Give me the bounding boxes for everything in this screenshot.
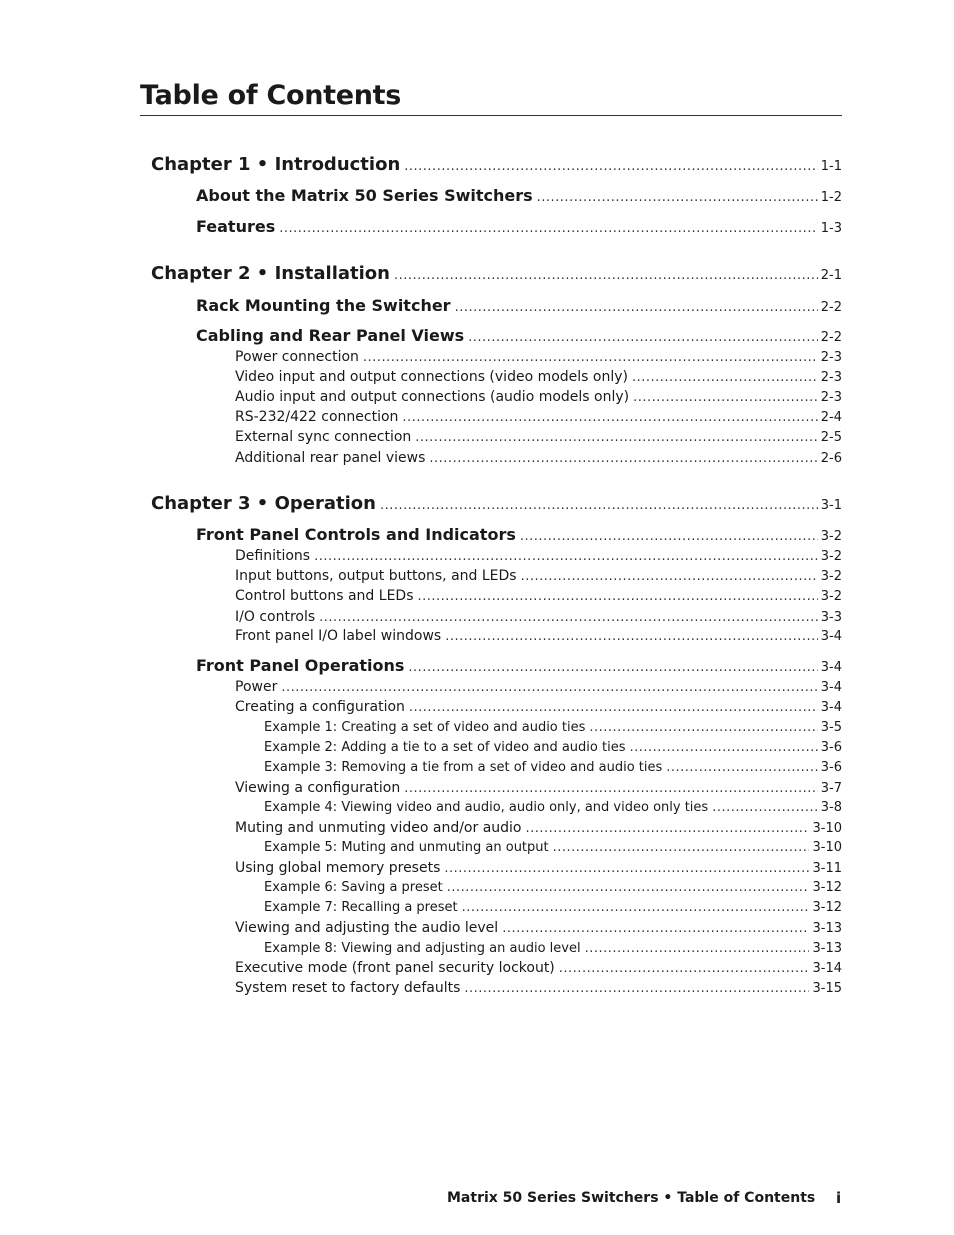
toc-entry-page: 2-3 <box>820 370 842 385</box>
toc-entry[interactable] <box>235 450 842 466</box>
toc-dot-leader <box>445 629 818 644</box>
toc-entry-label: Creating a configuration <box>235 699 405 715</box>
toc-entry-page: 3-10 <box>812 821 842 836</box>
toc-dot-leader <box>462 900 810 915</box>
toc-entry-page: 3-12 <box>812 900 842 915</box>
toc-entry[interactable] <box>235 920 842 936</box>
toc-dot-leader <box>444 861 809 876</box>
toc-dot-leader <box>455 300 818 315</box>
toc-entry-page: 3-14 <box>812 961 842 976</box>
toc-entry[interactable] <box>235 429 842 445</box>
toc-entry[interactable] <box>196 296 842 315</box>
toc-entry-label: Example 3: Removing a tie from a set of video and audio ties <box>264 760 663 775</box>
toc-entry-page: 3-4 <box>820 629 842 644</box>
toc-entry[interactable] <box>235 628 842 644</box>
toc-entry-label: Additional rear panel views <box>235 450 426 466</box>
toc-entry[interactable] <box>235 588 842 604</box>
toc-entry[interactable] <box>151 263 842 284</box>
toc-entry-page: 1-3 <box>820 221 842 236</box>
toc-entry-label: Using global memory presets <box>235 860 441 876</box>
toc-entry-page: 2-3 <box>820 390 842 405</box>
toc-entry[interactable] <box>264 720 842 735</box>
toc-entry[interactable] <box>151 154 842 175</box>
toc-entry-label: Rack Mounting the Switcher <box>196 296 451 315</box>
toc-entry-label: Input buttons, output buttons, and LEDs <box>235 568 517 584</box>
toc-dot-leader <box>520 529 818 544</box>
toc-dot-leader <box>314 549 818 564</box>
toc-entry-label: Example 1: Creating a set of video and audio ties <box>264 720 586 735</box>
toc-dot-leader <box>404 781 818 796</box>
toc-entry-label: External sync connection <box>235 429 412 445</box>
toc-entry-page: 3-13 <box>812 921 842 936</box>
toc-entry-label: Chapter 2 • Installation <box>151 263 390 284</box>
toc-dot-leader <box>279 221 818 236</box>
toc-entry-page: 3-2 <box>820 589 842 604</box>
toc-entry[interactable] <box>196 217 842 236</box>
toc-entry[interactable] <box>235 860 842 876</box>
toc-entry-page: 2-2 <box>820 330 842 345</box>
toc-entry-label: Example 5: Muting and unmuting an output <box>264 840 549 855</box>
toc-entry-label: Features <box>196 217 276 236</box>
toc-dot-leader <box>553 840 810 855</box>
toc-entry-label: Example 8: Viewing and adjusting an audio level <box>264 941 581 956</box>
toc-entry[interactable] <box>264 740 842 755</box>
toc-dot-leader <box>712 800 818 815</box>
toc-dot-leader <box>559 961 810 976</box>
toc-entry-page: 3-2 <box>820 529 842 544</box>
toc-dot-leader <box>408 660 817 675</box>
toc-entry[interactable] <box>235 960 842 976</box>
toc-entry[interactable] <box>235 780 842 796</box>
toc-dot-leader <box>632 370 818 385</box>
toc-entry-label: Front panel I/O label windows <box>235 628 442 644</box>
toc-entry-page: 3-13 <box>812 941 842 956</box>
toc-entry-label: Viewing and adjusting the audio level <box>235 920 499 936</box>
toc-entry-label: Front Panel Operations <box>196 656 405 675</box>
toc-dot-leader <box>394 268 818 283</box>
toc-entry[interactable] <box>235 679 842 695</box>
page-title: Table of Contents <box>140 78 842 116</box>
toc-dot-leader <box>526 821 810 836</box>
toc-entry-label: Chapter 1 • Introduction <box>151 154 401 175</box>
toc-entry-page: 2-3 <box>820 350 842 365</box>
toc-entry-label: Example 7: Recalling a preset <box>264 900 458 915</box>
toc-entry[interactable] <box>235 369 842 385</box>
toc-dot-leader <box>666 760 818 775</box>
toc-entry-page: 3-3 <box>820 610 842 625</box>
toc-dot-leader <box>363 350 818 365</box>
toc-entry-page: 2-5 <box>820 430 842 445</box>
toc-entry-label: Power connection <box>235 349 359 365</box>
toc-entry-label: RS-232/422 connection <box>235 409 399 425</box>
toc-entry-page: 2-6 <box>820 451 842 466</box>
toc-entry-page: 2-1 <box>820 268 842 283</box>
toc-entry[interactable] <box>235 548 842 564</box>
toc-entry-label: Viewing a configuration <box>235 780 401 796</box>
toc-entry[interactable] <box>235 980 842 996</box>
toc-entry-label: System reset to factory defaults <box>235 980 461 996</box>
toc-dot-leader <box>585 941 810 956</box>
toc-entry-page: 3-11 <box>812 861 842 876</box>
toc-entry-page: 3-15 <box>812 981 842 996</box>
toc-entry[interactable] <box>196 525 842 544</box>
toc-entry-page: 3-6 <box>820 760 842 775</box>
toc-entry[interactable] <box>235 609 842 625</box>
toc-entry-label: Front Panel Controls and Indicators <box>196 525 516 544</box>
toc-entry-label: Executive mode (front panel security lockout) <box>235 960 555 976</box>
toc-entry-page: 3-4 <box>820 680 842 695</box>
toc-entry-page: 3-10 <box>812 840 842 855</box>
toc-entry-page: 2-2 <box>820 300 842 315</box>
toc-entry[interactable] <box>151 493 842 514</box>
toc-entry[interactable] <box>235 820 842 836</box>
toc-dot-leader <box>468 330 818 345</box>
toc-entry-page: 3-1 <box>820 498 842 513</box>
toc-entry-page: 1-2 <box>820 190 842 205</box>
toc-entry[interactable] <box>235 699 842 715</box>
toc-dot-leader <box>537 190 818 205</box>
toc-entry-label: Example 4: Viewing video and audio, audio only, and video only ties <box>264 800 709 815</box>
toc-entry[interactable] <box>264 760 842 775</box>
toc-entry[interactable] <box>264 941 842 956</box>
toc-entry-page: 3-6 <box>820 740 842 755</box>
toc-entry-page: 3-5 <box>820 720 842 735</box>
toc-dot-leader <box>447 880 810 895</box>
toc-entry-label: About the Matrix 50 Series Switchers <box>196 186 533 205</box>
toc-entry-label: Cabling and Rear Panel Views <box>196 326 465 345</box>
toc-dot-leader <box>464 981 809 996</box>
toc-entry[interactable] <box>264 880 842 895</box>
toc-entry-label: Definitions <box>235 548 311 564</box>
toc-entry[interactable] <box>235 349 842 365</box>
toc-dot-leader <box>589 720 817 735</box>
toc-dot-leader <box>629 740 817 755</box>
toc-entry-label: Muting and unmuting video and/or audio <box>235 820 522 836</box>
toc-dot-leader <box>409 700 818 715</box>
toc-dot-leader <box>502 921 809 936</box>
toc-dot-leader <box>415 430 817 445</box>
toc-entry-page: 3-8 <box>820 800 842 815</box>
toc-entry[interactable] <box>235 389 842 405</box>
toc-dot-leader <box>633 390 818 405</box>
footer-page-number: i <box>836 1189 842 1207</box>
toc-entry[interactable] <box>196 656 842 675</box>
toc-entry-label: Audio input and output connections (audio models only) <box>235 389 630 405</box>
toc-entry-label: I/O controls <box>235 609 316 625</box>
toc-entry-label: Power <box>235 679 278 695</box>
toc-entry-page: 3-12 <box>812 880 842 895</box>
toc-entry-page: 3-7 <box>820 781 842 796</box>
toc-entry[interactable] <box>196 186 842 205</box>
toc-entry-page: 3-2 <box>820 549 842 564</box>
toc-entry[interactable] <box>235 409 842 425</box>
toc-entry[interactable] <box>264 800 842 815</box>
toc-entry-label: Control buttons and LEDs <box>235 588 414 604</box>
toc-dot-leader <box>404 159 818 174</box>
toc-entry-page: 3-4 <box>820 660 842 675</box>
toc-entry-page: 2-4 <box>820 410 842 425</box>
toc-entry-label: Example 2: Adding a tie to a set of video and audio ties <box>264 740 626 755</box>
toc-entry[interactable] <box>264 900 842 915</box>
toc-entry-page: 3-2 <box>820 569 842 584</box>
toc-entry-label: Example 6: Saving a preset <box>264 880 443 895</box>
toc-dot-leader <box>521 569 818 584</box>
toc-dot-leader <box>429 451 817 466</box>
footer-title: Matrix 50 Series Switchers • Table of Contents <box>447 1190 816 1206</box>
toc-dot-leader <box>402 410 817 425</box>
toc-entry-label: Video input and output connections (video models only) <box>235 369 628 385</box>
toc-entry[interactable] <box>235 568 842 584</box>
toc-dot-leader <box>319 610 818 625</box>
toc-entry-page: 3-4 <box>820 700 842 715</box>
toc-entry-label: Chapter 3 • Operation <box>151 493 376 514</box>
toc-entry[interactable] <box>196 326 842 345</box>
toc-dot-leader <box>281 680 817 695</box>
toc-dot-leader <box>418 589 818 604</box>
toc-entry[interactable] <box>264 840 842 855</box>
toc-dot-leader <box>380 498 818 513</box>
toc-entry-page: 1-1 <box>820 159 842 174</box>
